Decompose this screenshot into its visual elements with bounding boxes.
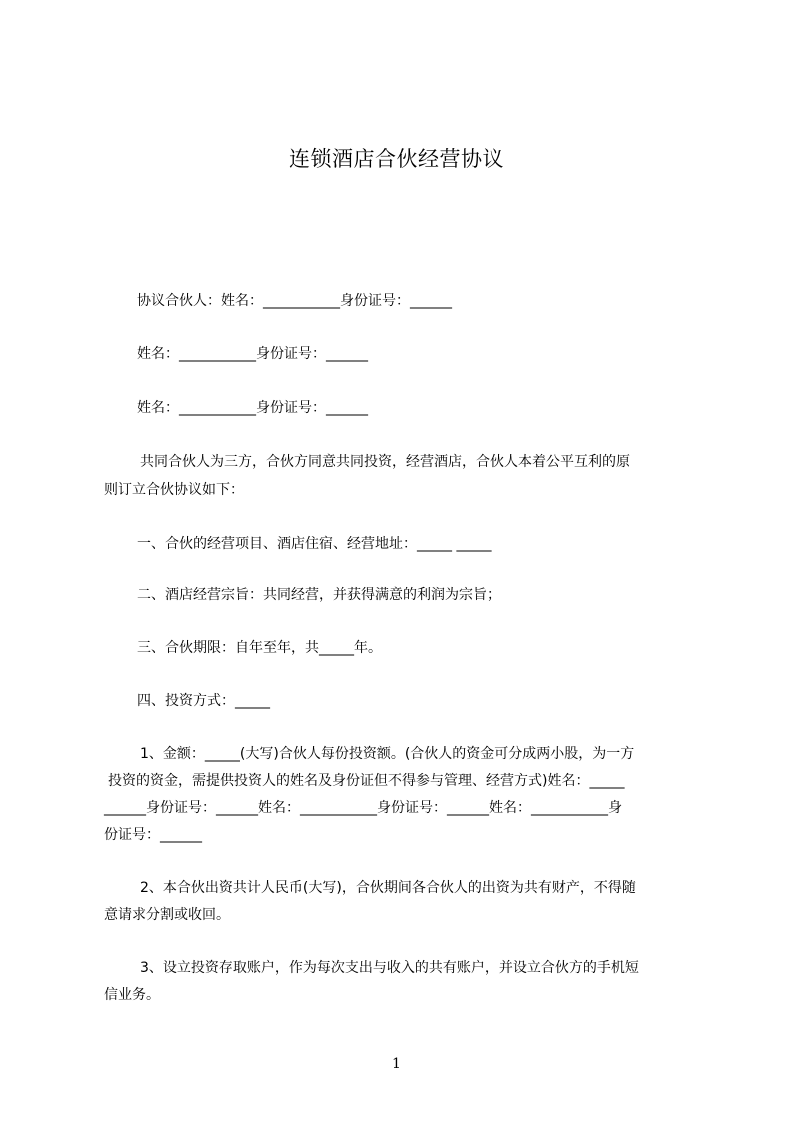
item-2-line-1: 2、本合伙出资共计人民币(大写)，合伙期间各合伙人的出资为共有财产，不得随 xyxy=(140,880,636,896)
clause-1: 一、合伙的经营项目、酒店住宿、经营地址：_____ _____ xyxy=(137,536,492,552)
intro-line-2: 则订立合伙协议如下： xyxy=(104,482,244,498)
item-3-line-2: 信业务。 xyxy=(104,987,160,1003)
item-1-line-1: 1、金额：_____(大写)合伙人每份投资额。(合伙人的资金可分成两小股，为一方 xyxy=(140,746,635,762)
item-1-line-2: 投资的资金，需提供投资人的姓名及身份证但不得参与管理、经营方式)姓名：_____ xyxy=(108,773,625,789)
clause-2: 二、酒店经营宗旨：共同经营，并获得满意的利润为宗旨； xyxy=(137,587,501,603)
partner-line-1: 协议合伙人：姓名：___________身份证号：______ xyxy=(137,293,452,309)
item-2-line-2: 意请求分割或收回。 xyxy=(104,907,230,923)
item-1-line-3: ______身份证号：______姓名：___________身份证号：______姓名：___________身 xyxy=(104,800,622,816)
page-number: 1 xyxy=(392,1056,401,1072)
intro-line-1: 共同合伙人为三方，合伙方同意共同投资，经营酒店，合伙人本着公平互利的原 xyxy=(140,454,630,470)
partner-line-3: 姓名：___________身份证号：______ xyxy=(137,400,368,416)
clause-4: 四、投资方式：_____ xyxy=(137,693,270,709)
item-1-line-4: 份证号：______ xyxy=(104,827,202,843)
document-title: 连锁酒店合伙经营协议 xyxy=(289,147,504,171)
clause-3: 三、合伙期限：自年至年，共_____年。 xyxy=(137,640,382,656)
item-3-line-1: 3、设立投资存取账户，作为每次支出与收入的共有账户，并设立合伙方的手机短 xyxy=(140,960,639,976)
partner-line-2: 姓名：___________身份证号：______ xyxy=(137,346,368,362)
